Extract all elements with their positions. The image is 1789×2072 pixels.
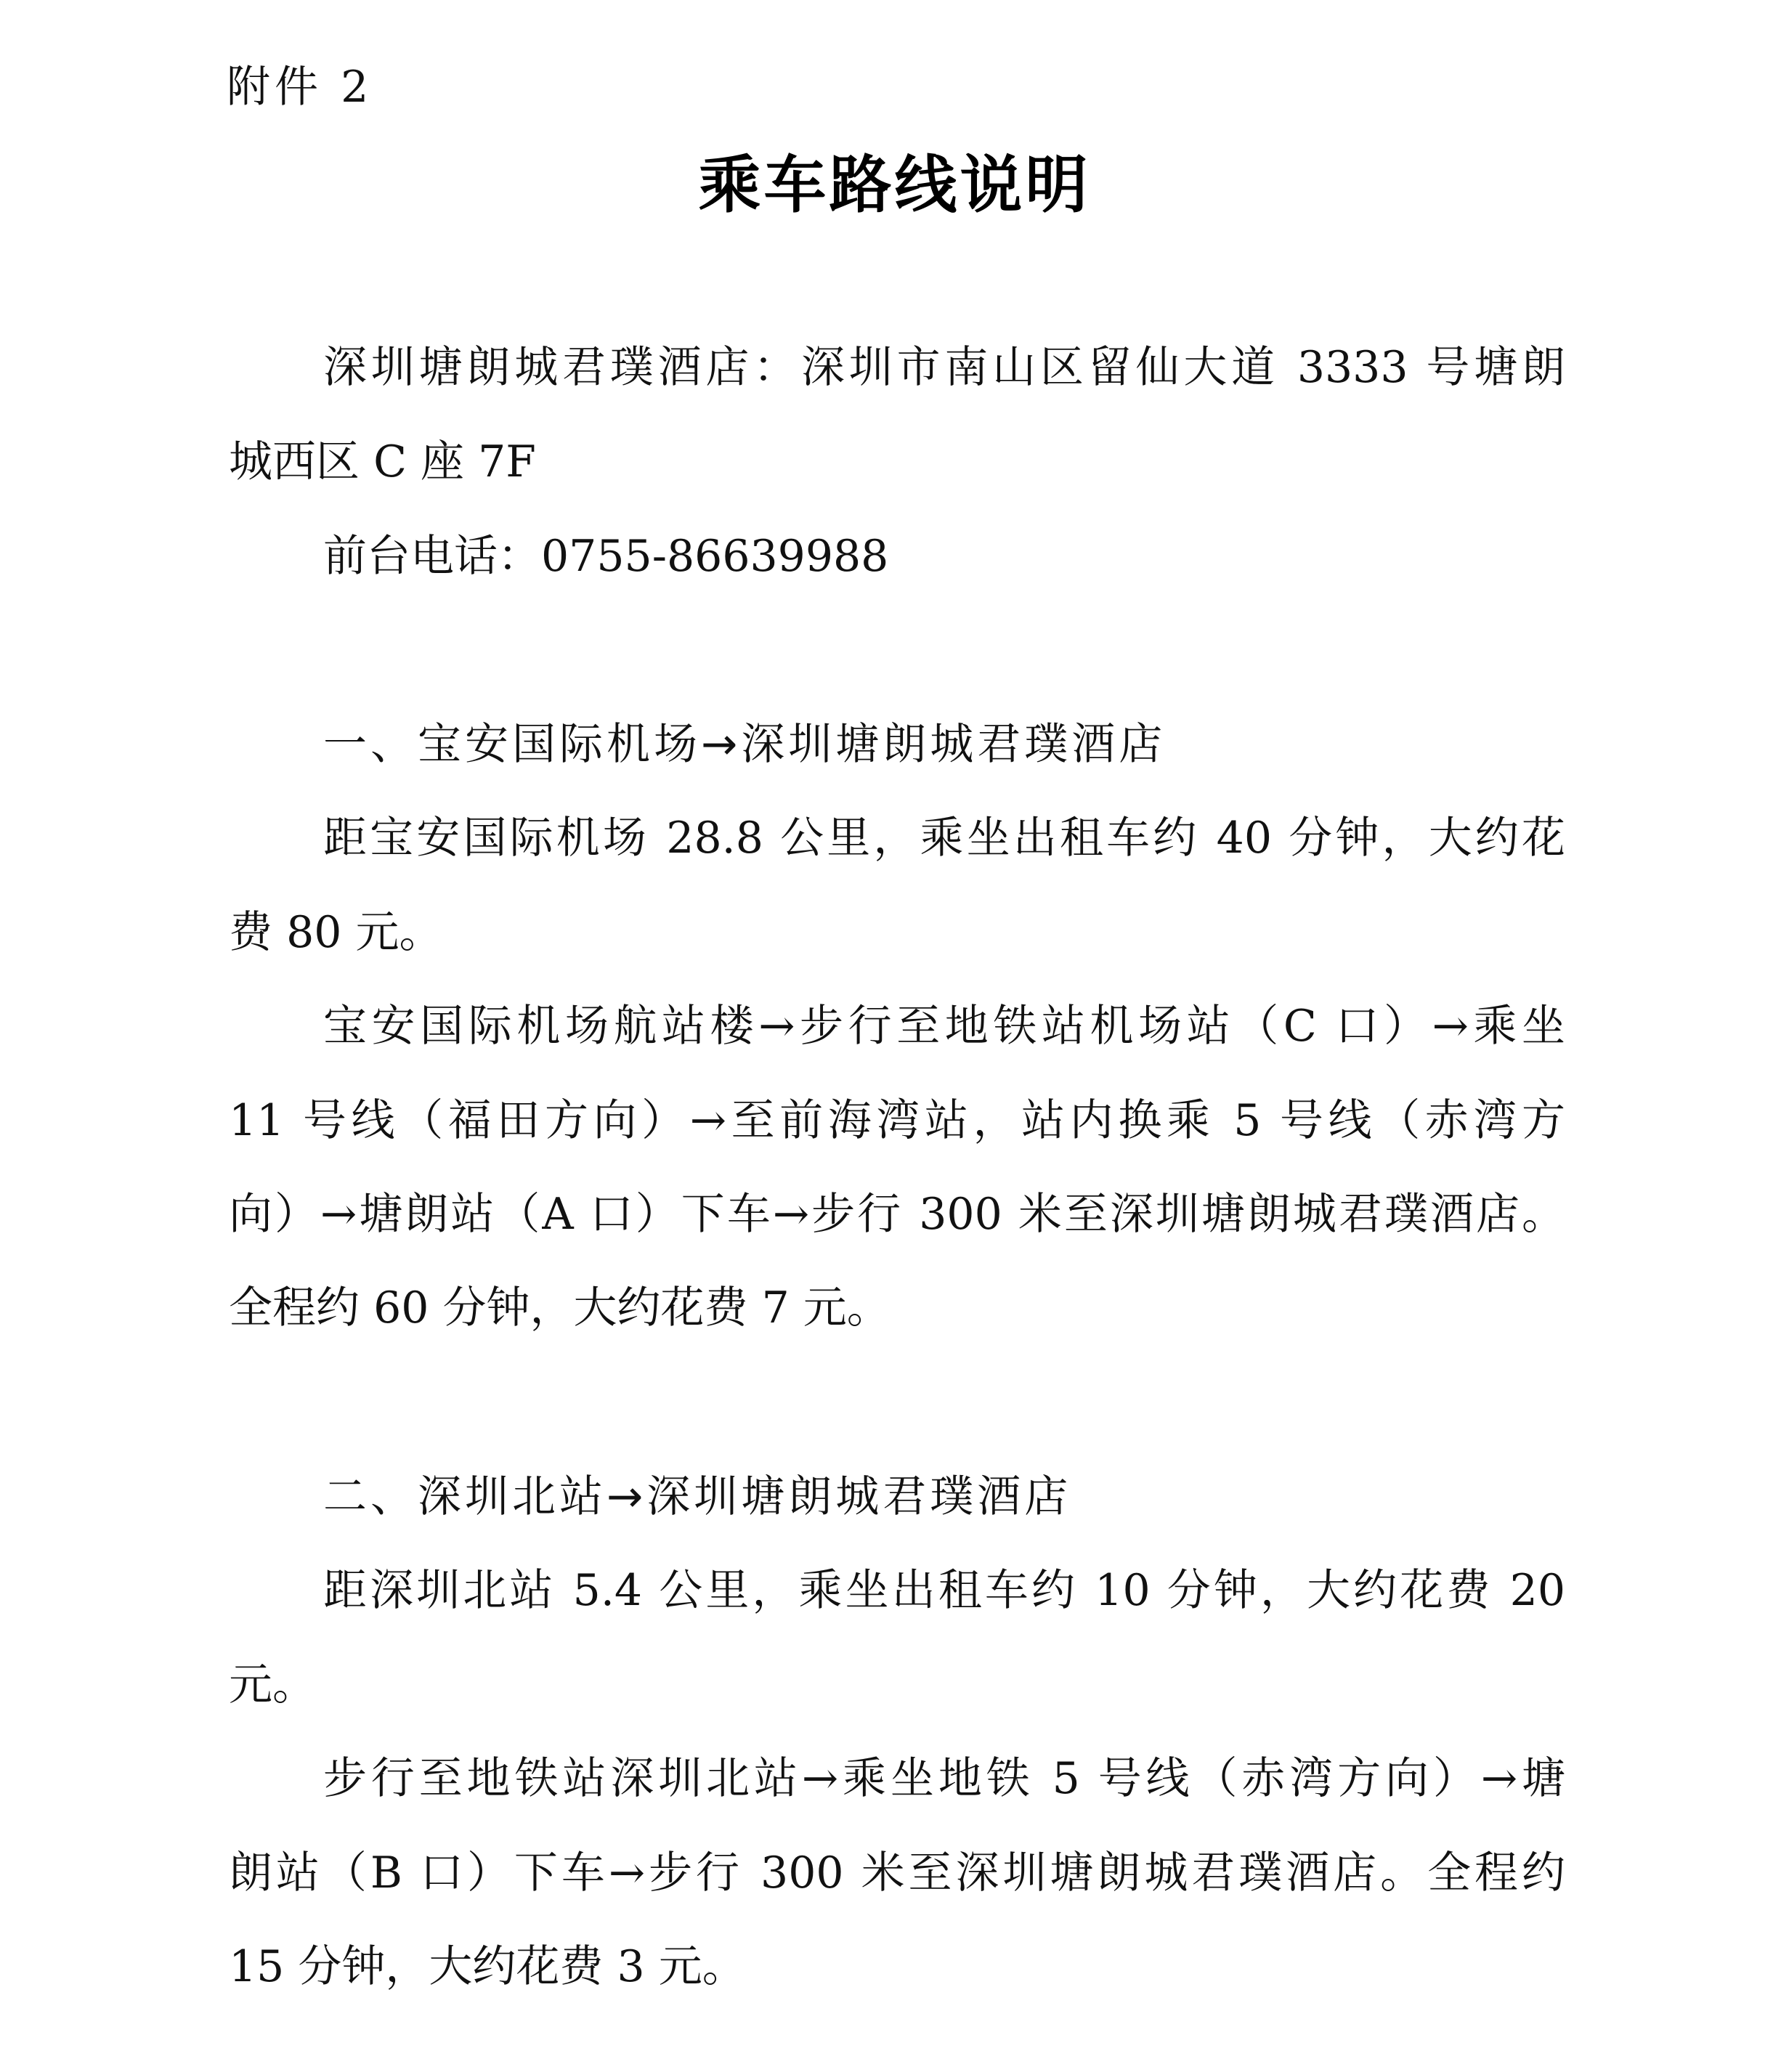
section-2-metro-line-3: 15 分钟，大约花费 3 元。 bbox=[229, 1941, 746, 1992]
section-2-heading: 二、深圳北站→深圳塘朗城君璞酒店 bbox=[323, 1471, 1072, 1522]
section-2-taxi-line-2: 元。 bbox=[229, 1659, 316, 1710]
annex-label: 附件 2 bbox=[227, 62, 373, 113]
hotel-address-line-2: 城西区 C 座 7F bbox=[229, 436, 536, 487]
section-1-heading: 一、宝安国际机场→深圳塘朗城君璞酒店 bbox=[323, 719, 1167, 770]
section-2-metro-line-1: 步行至地铁站深圳北站→乘坐地铁 5 号线（赤湾方向）→塘 bbox=[323, 1753, 1565, 1804]
section-1-metro-line-2: 11 号线（福田方向）→至前海湾站，站内换乘 5 号线（赤湾方 bbox=[229, 1095, 1565, 1146]
section-1-metro-line-4: 全程约 60 分钟，大约花费 7 元。 bbox=[229, 1283, 891, 1333]
page-title: 乘车路线说明 bbox=[698, 149, 1091, 222]
section-1-taxi-line-1: 距宝安国际机场 28.8 公里，乘坐出租车约 40 分钟，大约花 bbox=[323, 813, 1565, 864]
section-1-taxi-line-2: 费 80 元。 bbox=[229, 907, 443, 958]
section-2-metro-line-2: 朗站（B 口）下车→步行 300 米至深圳塘朗城君璞酒店。全程约 bbox=[229, 1848, 1565, 1898]
section-1-metro-line-3: 向）→塘朗站（A 口）下车→步行 300 米至深圳塘朗城君璞酒店。 bbox=[229, 1189, 1565, 1240]
section-1-metro-line-1: 宝安国际机场航站楼→步行至地铁站机场站（C 口）→乘坐 bbox=[323, 1001, 1565, 1052]
hotel-address-line-1: 深圳塘朗城君璞酒店：深圳市南山区留仙大道 3333 号塘朗 bbox=[323, 342, 1565, 393]
section-2-taxi-line-1: 距深圳北站 5.4 公里，乘坐出租车约 10 分钟，大约花费 20 bbox=[323, 1565, 1565, 1616]
hotel-phone: 前台电话：0755-86639988 bbox=[323, 531, 889, 582]
